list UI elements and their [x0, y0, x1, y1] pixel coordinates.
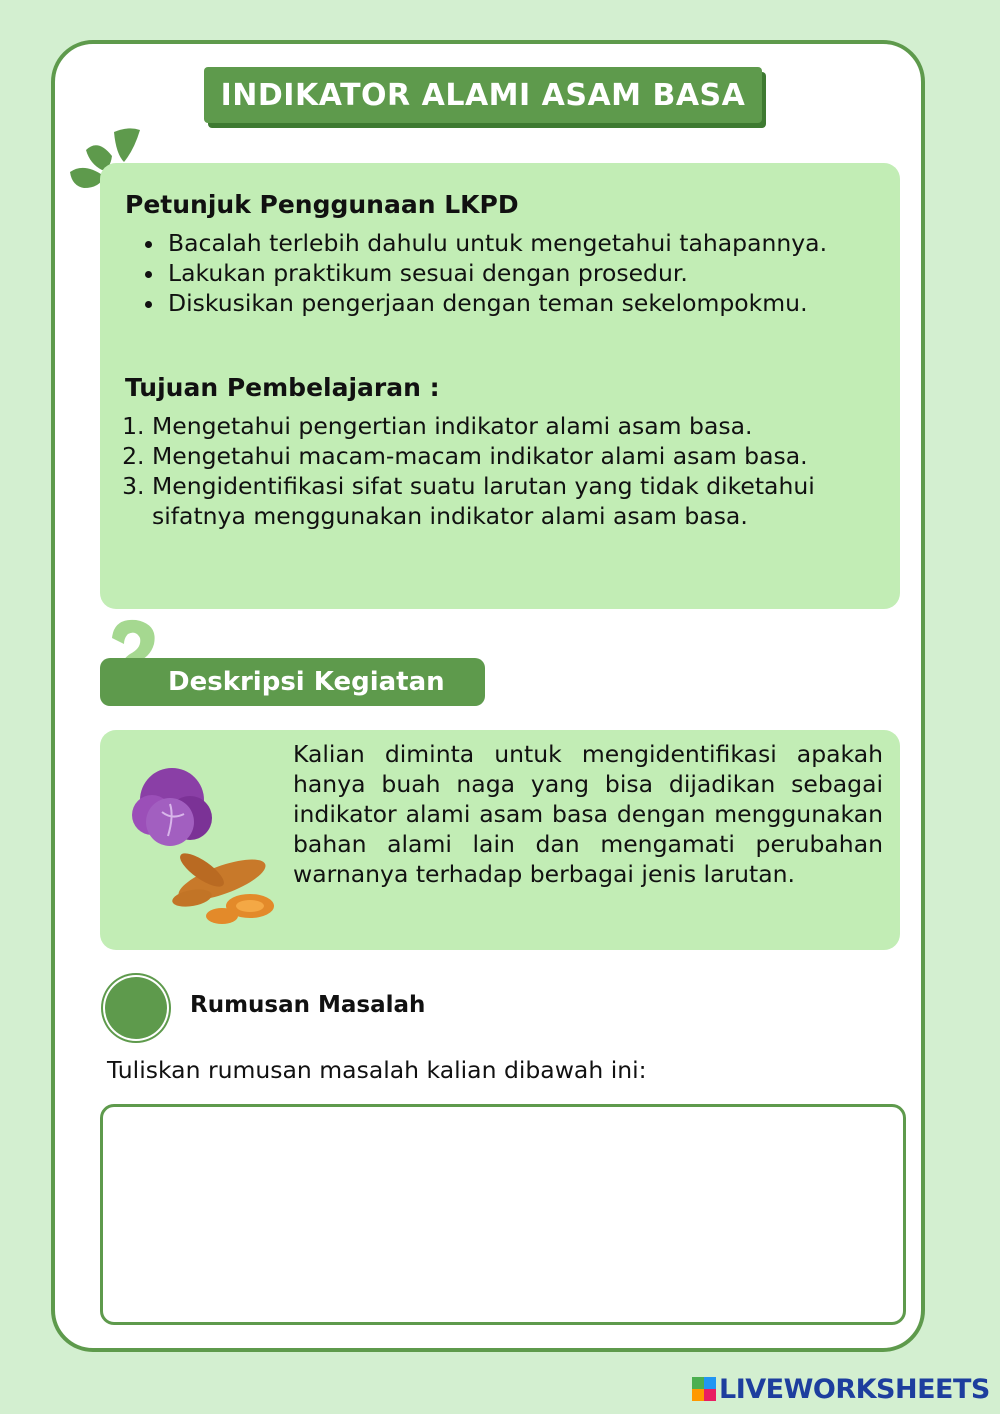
circle-bullet-icon [105, 977, 167, 1039]
rumusan-answer-field[interactable] [100, 1104, 906, 1325]
rumusan-instruction: Tuliskan rumusan masalah kalian dibawah ini: [107, 1056, 647, 1084]
list-item: 2. Mengetahui macam-macam indikator alami asam basa. [152, 441, 897, 471]
page-title: INDIKATOR ALAMI ASAM BASA [204, 67, 762, 123]
deskripsi-text: Kalian diminta untuk mengidentifikasi apakah hanya buah naga yang bisa dijadikan sebagai indikator alami asam basa dengan menggunakan bahan alami lain dan mengamati perubahan warnanya terhadap berbagai jenis larutan. [293, 740, 883, 888]
liveworksheets-mark-icon [692, 1377, 716, 1401]
title-banner [204, 67, 766, 127]
deskripsi-heading: Deskripsi Kegiatan [168, 667, 445, 697]
liveworksheets-wordmark: LIVEWORKSHEETS [719, 1373, 990, 1405]
list-item: • Diskusikan pengerjaan dengan teman sekelompokmu. [166, 288, 911, 318]
list-item: 1. Mengetahui pengertian indikator alami asam basa. [152, 411, 897, 441]
list-item: • Lakukan praktikum sesuai dengan prosedur. [166, 258, 911, 288]
tujuan-heading: Tujuan Pembelajaran : [125, 373, 440, 402]
petunjuk-heading: Petunjuk Penggunaan LKPD [125, 190, 519, 219]
red-cabbage-and-turmeric-illustration [122, 760, 282, 925]
list-item: • Bacalah terlebih dahulu untuk mengetahui tahapannya. [166, 228, 911, 258]
liveworksheets-logo [692, 1374, 990, 1404]
petunjuk-list [138, 228, 911, 318]
rumusan-heading: Rumusan Masalah [190, 992, 426, 1018]
list-item: 3. Mengidentifikasi sifat suatu larutan yang tidak diketahui sifatnya menggunakan indikator alami asam basa. [152, 471, 897, 531]
tujuan-list [124, 411, 897, 531]
